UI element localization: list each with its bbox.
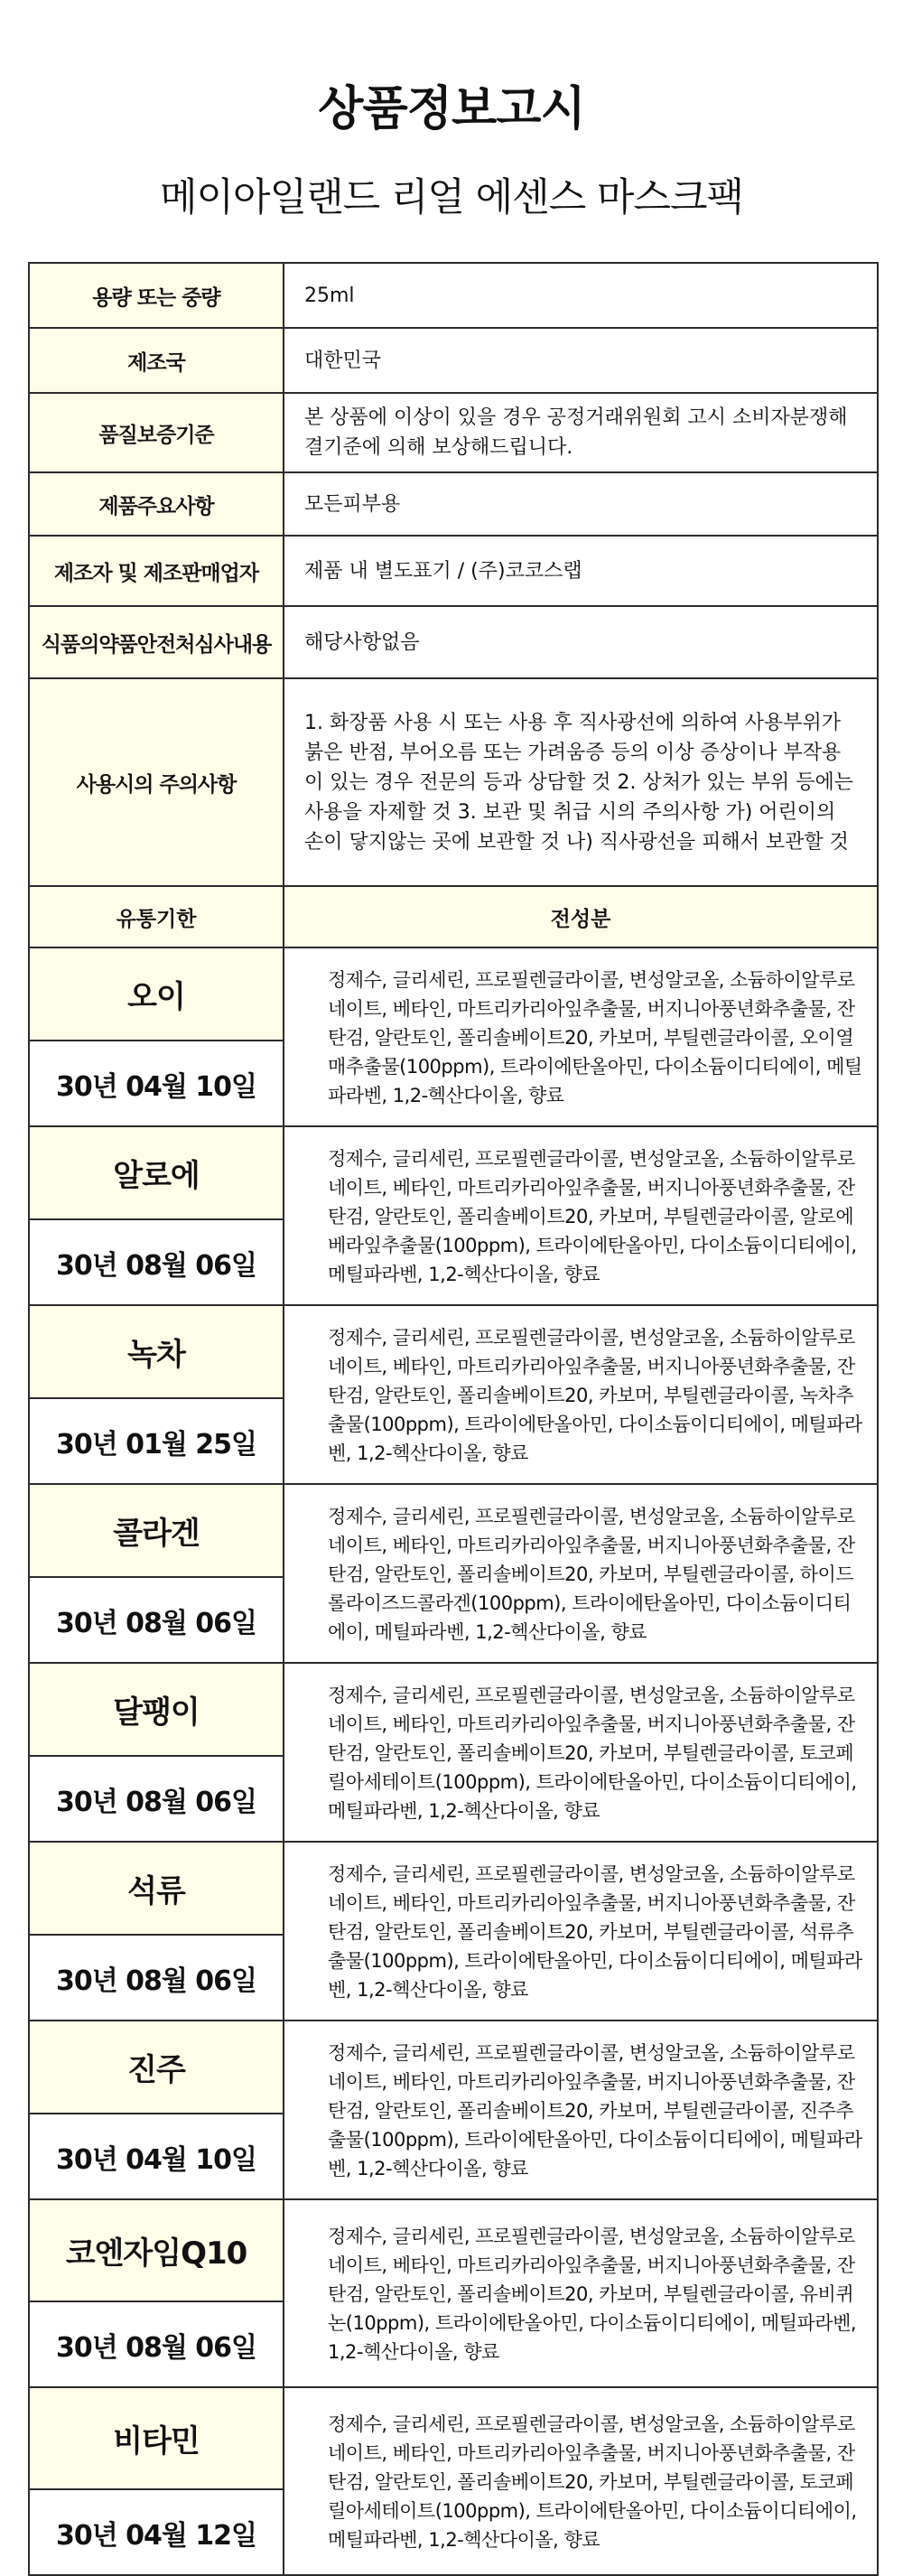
product-name: 비타민 xyxy=(29,2387,284,2489)
product-expiry: 30년 08월 06일 xyxy=(29,1935,284,2021)
info-row-manufacturer xyxy=(29,536,878,606)
product-subtitle: 메이아일랜드 리얼 에센스 마스크팩 xyxy=(159,175,744,220)
product-name: 알로에 xyxy=(29,1126,284,1219)
product-ingredients: 정제수, 글리세린, 프로필렌글라이콜, 변성알코올, 소듐하이알루로네이트, 베타인, 마트리카리아잎추출물, 버지니아풍년화추출물, 잔탄검, 알란토인, 폴리솔베이트20, 카보머, 부틸렌글라이콜, 진주추출물(100ppm), 트라이에탄올아민, 다이소듐이디티에이, 메틸파라벤, 1,2-헥산다이올, 향료 xyxy=(284,2021,878,2199)
info-value: 본 상품에 이상이 있을 경우 공정거래위원회 고시 소비자분쟁해결기준에 의해 보상해드립니다. xyxy=(284,393,878,472)
products-header-row xyxy=(29,886,878,947)
product-row xyxy=(29,2387,878,2489)
product-info-table xyxy=(28,262,879,2576)
info-label: 제품주요사항 xyxy=(29,472,284,536)
info-row-mfds-review xyxy=(29,606,878,678)
product-name: 콜라겐 xyxy=(29,1484,284,1577)
product-name: 석류 xyxy=(29,1842,284,1935)
info-row-volume xyxy=(29,263,878,328)
product-row xyxy=(29,947,878,1041)
info-row-main-notes xyxy=(29,472,878,536)
product-ingredients: 정제수, 글리세린, 프로필렌글라이콜, 변성알코올, 소듐하이알루로네이트, 베타인, 마트리카리아잎추출물, 버지니아풍년화추출물, 잔탄검, 알란토인, 폴리솔베이트20, 카보머, 부틸렌글라이콜, 토코페릴아세테이트(100ppm), 트라이에탄올아민, 다이소듐이디티에이, 메틸파라벤, 1,2-헥산다이올, 향료 xyxy=(284,2387,878,2575)
info-value: 제품 내 별도표기 / (주)코코스랩 xyxy=(284,536,878,606)
product-name: 오이 xyxy=(29,947,284,1041)
product-expiry: 30년 08월 06일 xyxy=(29,1219,284,1305)
product-expiry: 30년 08월 06일 xyxy=(29,1756,284,1842)
product-expiry: 30년 08월 06일 xyxy=(29,2301,284,2387)
info-label: 제조자 및 제조판매업자 xyxy=(29,536,284,606)
info-row-cautions xyxy=(29,678,878,886)
info-value: 25ml xyxy=(284,263,878,328)
info-value: 1. 화장품 사용 시 또는 사용 후 직사광선에 의하여 사용부위가 붉은 반점, 부어오름 또는 가려움증 등의 이상 증상이나 부작용이 있는 경우 전문의 등과 상담할 것 2. 상처가 있는 부위 등에는 사용을 자제할 것 3. 보관 및 취급 시의 주의사항 가) 어린이의 손이 닿지않는 곳에 보관할 것 나) 직사광선을 피해서 보관할 것 xyxy=(284,678,878,886)
product-name: 달팽이 xyxy=(29,1663,284,1756)
ingredients-header: 전성분 xyxy=(284,886,878,947)
info-value: 해당사항없음 xyxy=(284,606,878,678)
product-ingredients: 정제수, 글리세린, 프로필렌글라이콜, 변성알코올, 소듐하이알루로네이트, 베타인, 마트리카리아잎추출물, 버지니아풍년화추출물, 잔탄검, 알란토인, 폴리솔베이트20, 카보머, 부틸렌글라이콜, 하이드롤라이즈드콜라겐(100ppm), 트라이에탄올아민, 다이소듐이디티에이, 메틸파라벤, 1,2-헥산다이올, 향료 xyxy=(284,1484,878,1663)
product-name: 코엔자임Q10 xyxy=(29,2199,284,2301)
product-row xyxy=(29,1305,878,1398)
product-expiry: 30년 04월 12일 xyxy=(29,2489,284,2575)
info-label: 식품의약품안전처심사내용 xyxy=(29,606,284,678)
info-label: 품질보증기준 xyxy=(29,393,284,472)
info-value: 모든피부용 xyxy=(284,472,878,536)
product-row xyxy=(29,2021,878,2114)
product-ingredients: 정제수, 글리세린, 프로필렌글라이콜, 변성알코올, 소듐하이알루로네이트, 베타인, 마트리카리아잎추출물, 버지니아풍년화추출물, 잔탄검, 알란토인, 폴리솔베이트20, 카보머, 부틸렌글라이콜, 알로에베라잎추출물(100ppm), 트라이에탄올아민, 다이소듐이디티에이, 메틸파라벤, 1,2-헥산다이올, 향료 xyxy=(284,1126,878,1305)
product-expiry: 30년 04월 10일 xyxy=(29,1041,284,1126)
product-expiry: 30년 08월 06일 xyxy=(29,1577,284,1663)
product-row xyxy=(29,2199,878,2301)
info-label: 사용시의 주의사항 xyxy=(29,678,284,886)
info-value: 대한민국 xyxy=(284,328,878,393)
info-row-quality xyxy=(29,393,878,472)
product-row xyxy=(29,1663,878,1756)
product-row xyxy=(29,1842,878,1935)
info-label: 제조국 xyxy=(29,328,284,393)
info-label: 용량 또는 중량 xyxy=(29,263,284,328)
product-ingredients: 정제수, 글리세린, 프로필렌글라이콜, 변성알코올, 소듐하이알루로네이트, 베타인, 마트리카리아잎추출물, 버지니아풍년화추출물, 잔탄검, 알란토인, 폴리솔베이트20, 카보머, 부틸렌글라이콜, 유비퀴논(10ppm), 트라이에탄올아민, 다이소듐이디티에이, 메틸파라벤, 1,2-헥산다이올, 향료 xyxy=(284,2199,878,2387)
product-name: 녹차 xyxy=(29,1305,284,1398)
expiry-header: 유통기한 xyxy=(29,886,284,947)
product-expiry: 30년 01월 25일 xyxy=(29,1398,284,1484)
product-ingredients: 정제수, 글리세린, 프로필렌글라이콜, 변성알코올, 소듐하이알루로네이트, 베타인, 마트리카리아잎추출물, 버지니아풍년화추출물, 잔탄검, 알란토인, 폴리솔베이트20, 카보머, 부틸렌글라이콜, 녹차추출물(100ppm), 트라이에탄올아민, 다이소듐이디티에이, 메틸파라벤, 1,2-헥산다이올, 향료 xyxy=(284,1305,878,1484)
product-ingredients: 정제수, 글리세린, 프로필렌글라이콜, 변성알코올, 소듐하이알루로네이트, 베타인, 마트리카리아잎추출물, 버지니아풍년화추출물, 잔탄검, 알란토인, 폴리솔베이트20, 카보머, 부틸렌글라이콜, 석류추출물(100ppm), 트라이에탄올아민, 다이소듐이디티에이, 메틸파라벤, 1,2-헥산다이올, 향료 xyxy=(284,1842,878,2021)
product-ingredients: 정제수, 글리세린, 프로필렌글라이콜, 변성알코올, 소듐하이알루로네이트, 베타인, 마트리카리아잎추출물, 버지니아풍년화추출물, 잔탄검, 알란토인, 폴리솔베이트20, 카보머, 부틸렌글라이콜, 토코페릴아세테이트(100ppm), 트라이에탄올아민, 다이소듐이디티에이, 메틸파라벤, 1,2-헥산다이올, 향료 xyxy=(284,1663,878,1842)
info-row-country xyxy=(29,328,878,393)
product-ingredients: 정제수, 글리세린, 프로필렌글라이콜, 변성알코올, 소듐하이알루로네이트, 베타인, 마트리카리아잎추출물, 버지니아풍년화추출물, 잔탄검, 알란토인, 폴리솔베이트20, 카보머, 부틸렌글라이콜, 오이열매추출물(100ppm), 트라이에탄올아민, 다이소듐이디티에이, 메틸파라벤, 1,2-헥산다이올, 향료 xyxy=(284,947,878,1126)
product-expiry: 30년 04월 10일 xyxy=(29,2114,284,2199)
product-row xyxy=(29,1484,878,1577)
product-row xyxy=(29,1126,878,1219)
page-title: 상품정보고시 xyxy=(318,82,585,136)
product-name: 진주 xyxy=(29,2021,284,2114)
